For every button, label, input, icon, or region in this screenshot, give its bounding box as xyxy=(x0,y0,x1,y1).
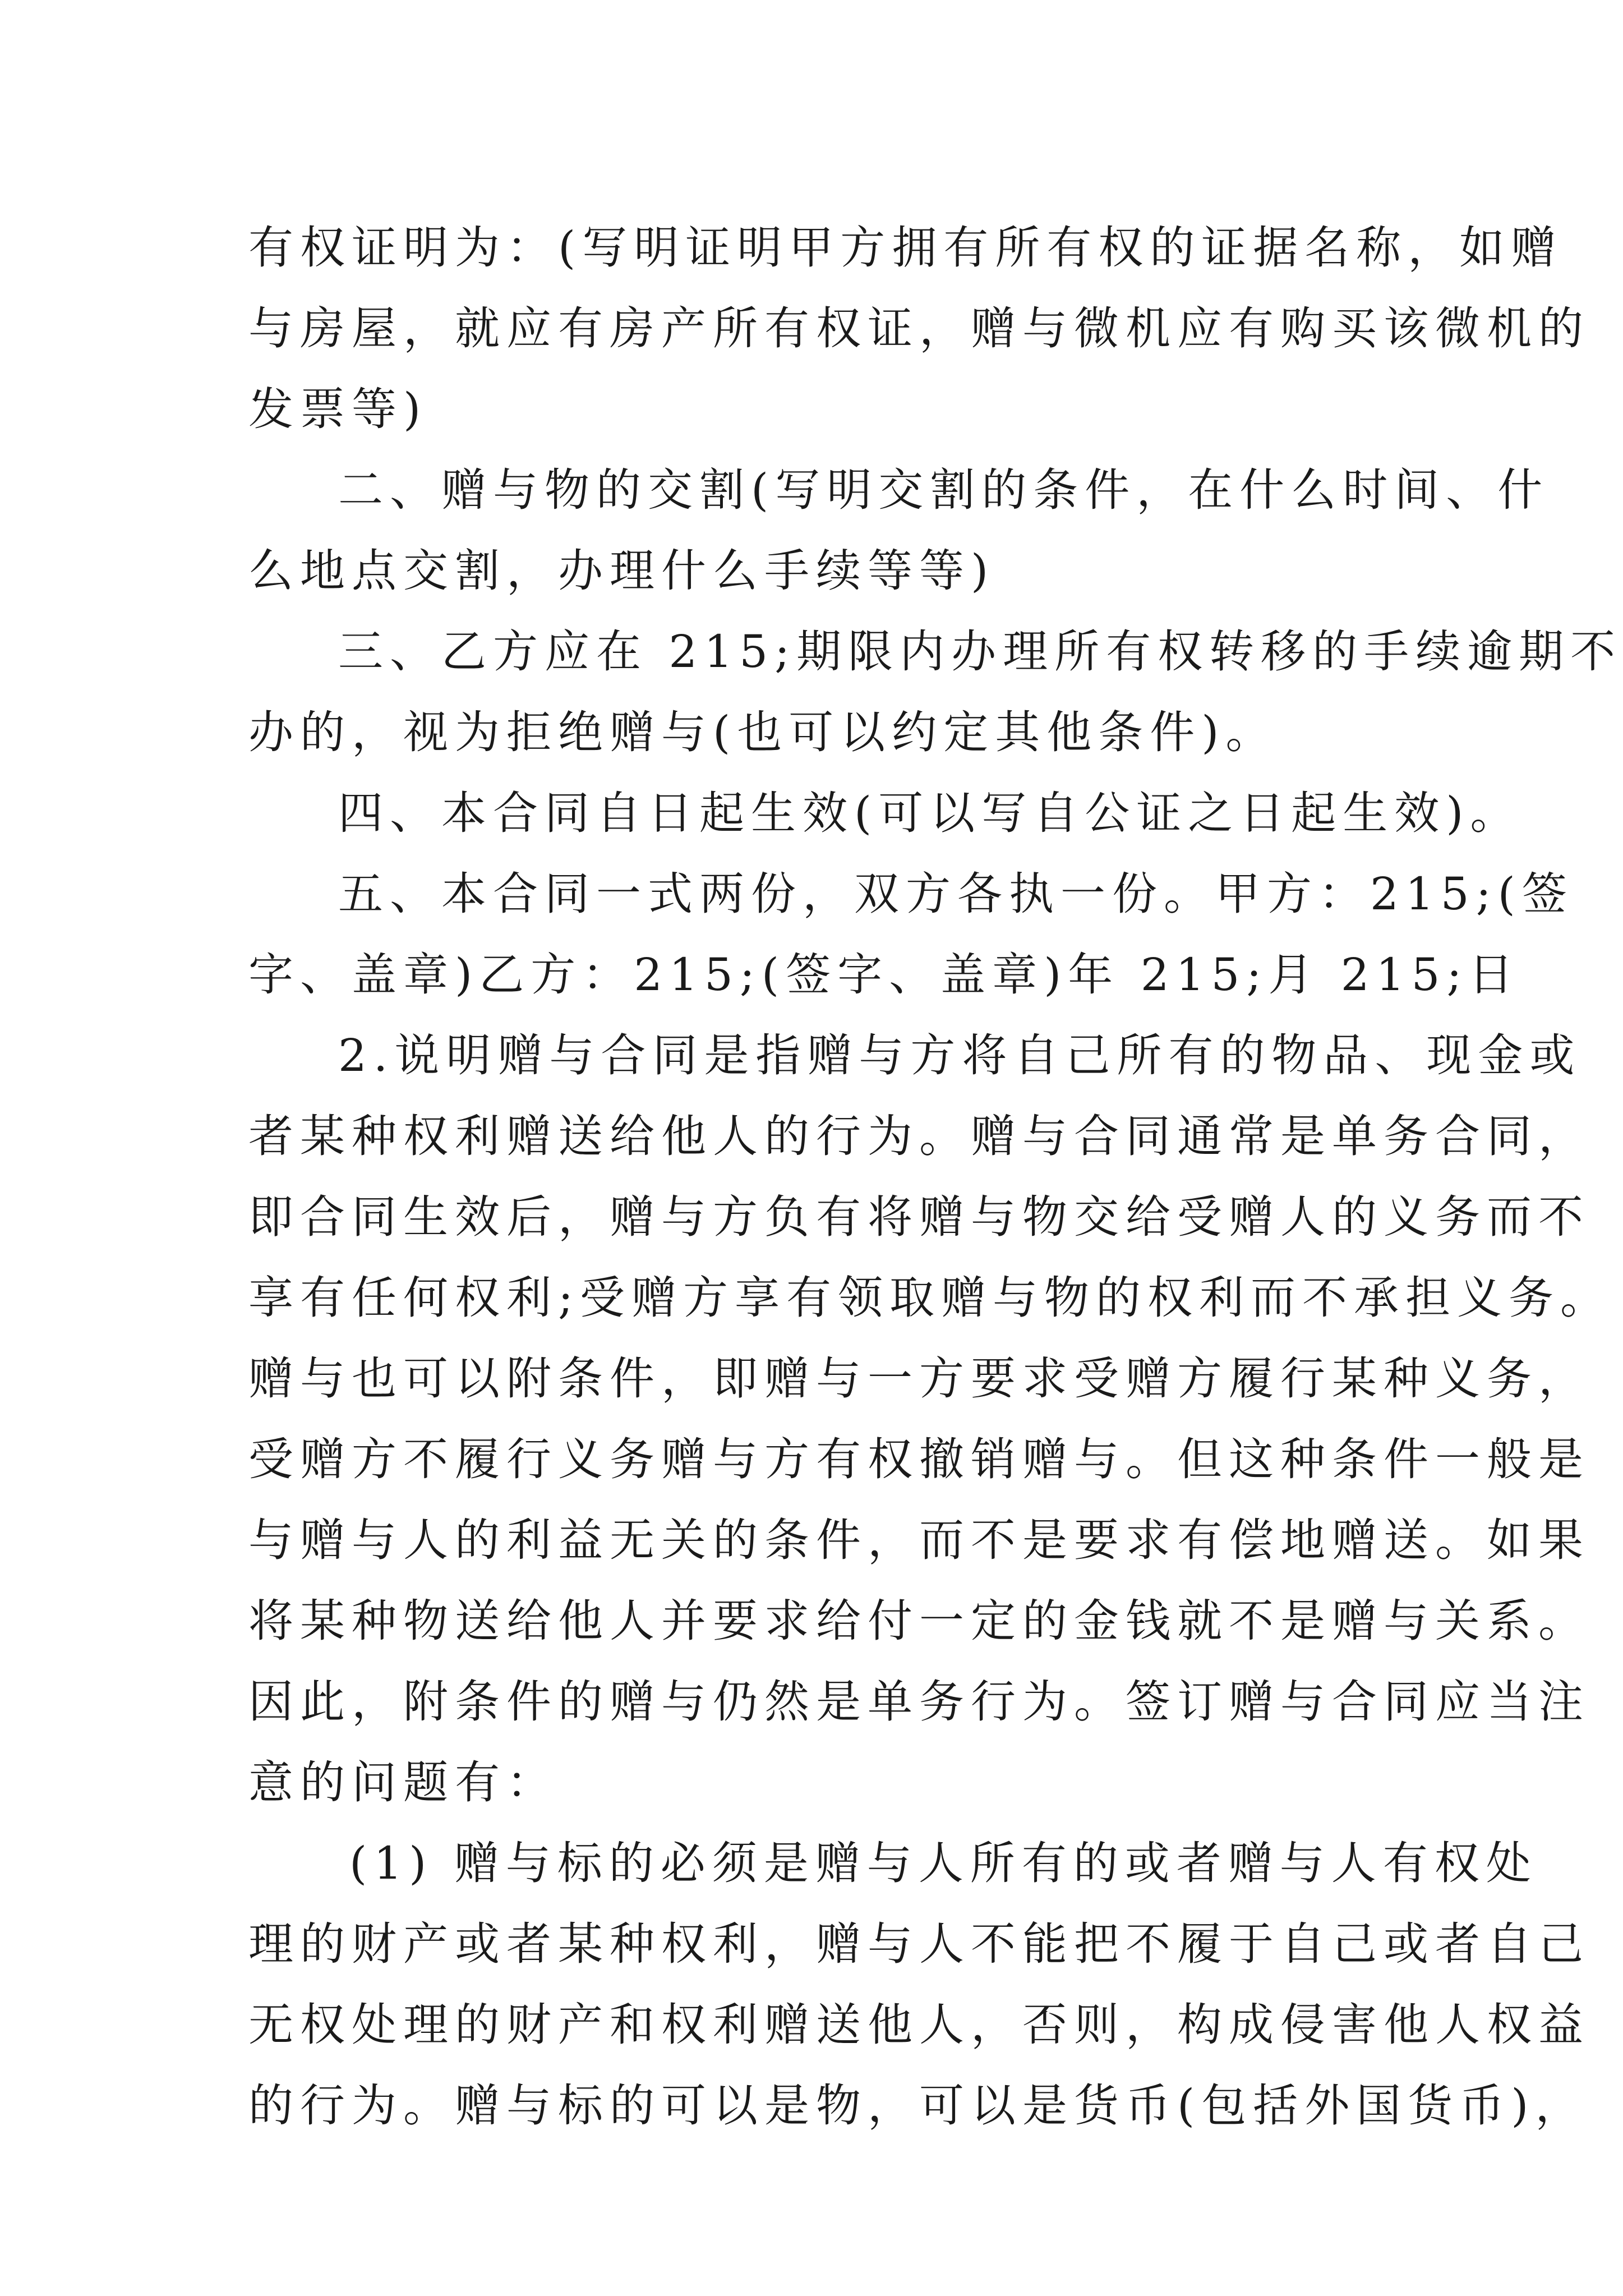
text-line: 因此，附条件的赠与仍然是单务行为。签订赠与合同应当注 xyxy=(248,1676,1590,1728)
text-line: 将某种物送给他人并要求给付一定的金钱就不是赠与关系。 xyxy=(248,1595,1590,1647)
text-line: 理的财产或者某种权利，赠与人不能把不履于自己或者自己 xyxy=(248,1918,1590,1970)
text-line: 者某种权利赠送给他人的行为。赠与合同通常是单务合同， xyxy=(248,1110,1590,1162)
text-line: 赠与也可以附条件，即赠与一方要求受赠方履行某种义务， xyxy=(248,1352,1590,1405)
text-line: 么地点交割，办理什么手续等等) xyxy=(248,545,995,597)
text-line: 无权处理的财产和权利赠送他人，否则，构成侵害他人权益 xyxy=(248,1999,1590,2051)
document-body xyxy=(248,208,1622,2146)
text-line: 五、本合同一式两份，双方各执一份。甲方：215;(签 xyxy=(338,868,1574,920)
text-line: 2.说明赠与合同是指赠与方将自己所有的物品、现金或 xyxy=(338,1029,1581,1082)
text-line: 意的问题有： xyxy=(248,1756,558,1809)
text-line: 四、本合同自日起生效(可以写自公证之日起生效)。 xyxy=(338,787,1522,839)
text-line: 字、盖章)乙方：215;(签字、盖章)年 215;月 215;日 xyxy=(248,949,1520,1001)
text-line: 三、乙方应在 215;期限内办理所有权转移的手续逾期不 xyxy=(338,625,1622,678)
text-line: 与赠与人的利益无关的条件，而不是要求有偿地赠送。如果 xyxy=(248,1514,1590,1566)
text-line: 有权证明为：(写明证明甲方拥有所有权的证据名称，如赠 xyxy=(248,222,1563,274)
text-line: 办的，视为拒绝赠与(也可以约定其他条件)。 xyxy=(248,706,1278,758)
text-line: (1) 赠与标的必须是赠与人所有的或者赠与人有权处 xyxy=(349,1837,1538,1889)
text-line: 享有任何权利;受赠方享有领取赠与物的权利而不承担义务。 xyxy=(248,1272,1612,1324)
text-line: 二、赠与物的交割(写明交割的条件，在什么时间、什 xyxy=(338,464,1550,516)
text-line: 即合同生效后，赠与方负有将赠与物交给受赠人的义务而不 xyxy=(248,1191,1590,1243)
text-line: 与房屋，就应有房产所有权证，赠与微机应有购买该微机的 xyxy=(248,302,1590,355)
text-line: 的行为。赠与标的可以是物，可以是货币(包括外国货币)， xyxy=(248,2079,1587,2132)
text-line: 受赠方不履行义务赠与方有权撤销赠与。但这种条件一般是 xyxy=(248,1433,1590,1485)
text-line: 发票等) xyxy=(248,383,428,435)
